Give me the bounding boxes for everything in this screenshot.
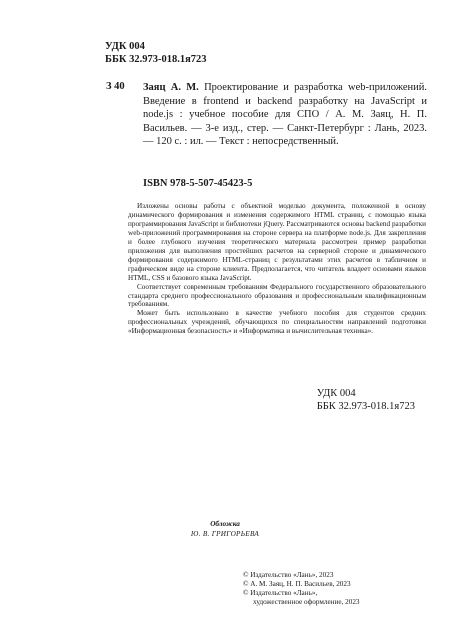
author-sign-code: З 40 [106,81,125,92]
annotation-paragraph: Соответствует современным требованиям Федерального государственного образовательного стандарта среднего профессионального образования и профессиональным квалификационным требованиям. [128,282,426,309]
copyright-line: © Издательство «Лань», 2023 [243,571,334,579]
bbk-code: ББК 32.973-018.1я723 [105,54,207,65]
bbk-code: ББК 32.973-018.1я723 [316,401,415,412]
author-heading: Заяц А. М. [143,82,199,93]
cover-label: Обложка [210,520,240,528]
udk-bbk-header [105,40,207,66]
copyright-line: © Издательство «Лань», [243,589,318,597]
annotation-paragraph: Изложены основы работы с объектной моделью документа, положенной в основу динамического формирования и изменения содержимого HTML страниц, с помощью языка программирования JavaScript и библиотеки jQuery. Рассматриваются основы backend разработки web-приложений программирования на стороне сервера на платформе node.js. Для закрепления и более глубокого изучения теоретического материала рассмотрен пример разработки приложения для выполнения простейших расчетов на серверной стороне и динамического формирования содержимого HTML-страниц с результатами этих расчетов в табличном и графическом виде на стороне клиента. Предполагается, что читатель владеет основами языков HTML, CSS и базового языка JavaScript. [128,202,426,282]
udk-code: УДК 004 [316,388,356,399]
copyright-line: художественное оформление, 2023 [253,598,360,606]
cover-designer: Ю. В. ГРИГОРЬЕВА [190,530,260,538]
udk-bbk-footer [317,387,415,413]
annotation-paragraph: Может быть использовано в качестве учебного пособия для студентов средних профессиональных учреждений, обучающихся по специальностям направлений подготовки «Информационная безопасность» и «Информатика и вычислительная техника». [128,309,426,336]
cover-credit [0,519,450,539]
isbn: ISBN 978-5-507-45423-5 [143,178,253,189]
annotation [128,202,426,336]
copyright-block [243,571,360,607]
udk-code: УДК 004 [105,41,145,52]
copyright-line: © А. М. Заяц, Н. П. Васильев, 2023 [243,580,351,588]
bibliographic-record [143,81,427,149]
bibliographic-description: Проектирование и разработка web-приложений. Введение в frontend и backend разработку на JavaScript и node.js : учебное пособие для СПО / А. М. Заяц, Н. П. Васильев. — 3-е изд., стер. — Санкт-Петербург : Лань, 2023. — 120 с. : ил. — Текст : непосредственный. [143,82,427,147]
